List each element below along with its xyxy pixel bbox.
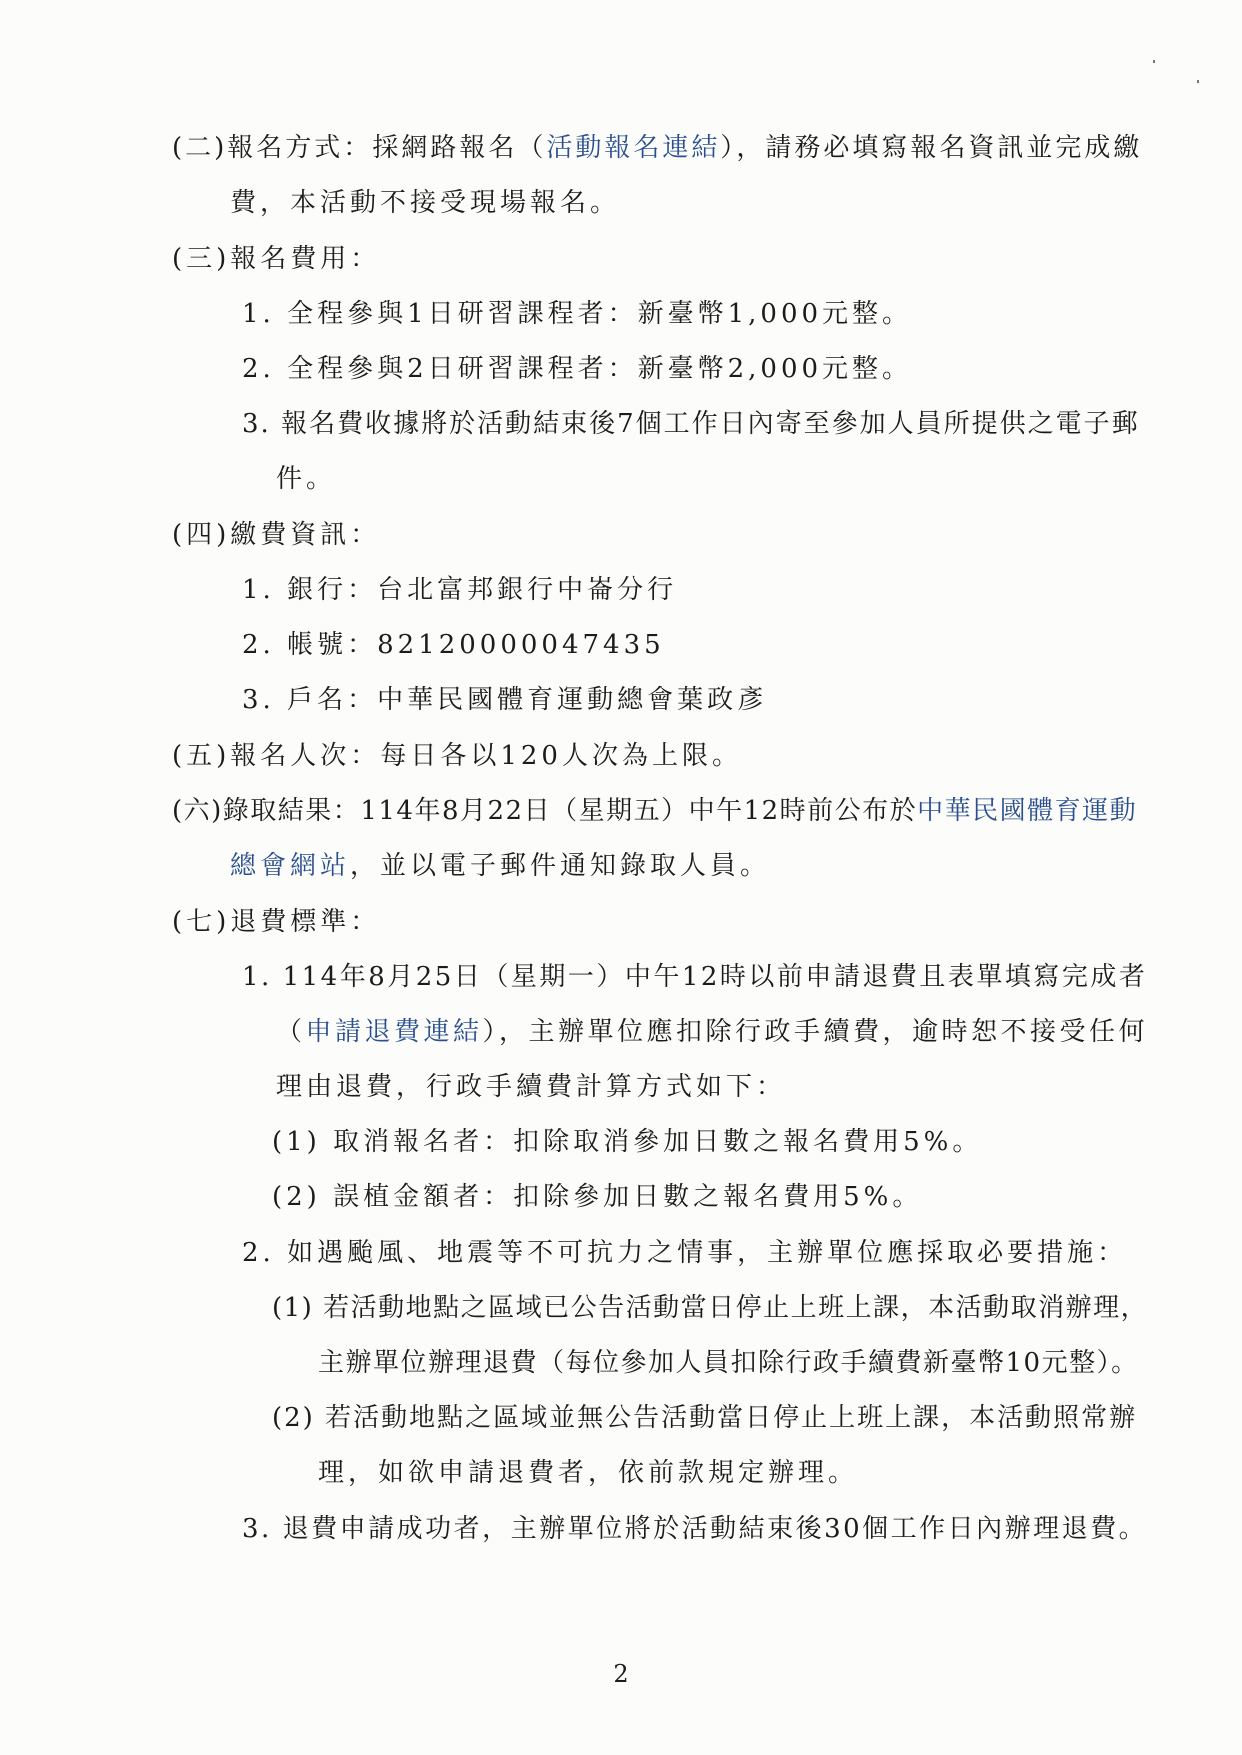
refund-request-link[interactable]: 申請退費連結	[305, 1017, 483, 1047]
refund-item-1-line-3: 理由退費，行政手續費計算方式如下：	[276, 1072, 787, 1102]
refund-item-1-line-2: （申請退費連結），主辦單位應扣除行政手續費，逾時恕不接受任何	[276, 1017, 1149, 1047]
section-2-line-2: 費，本活動不接受現場報名。	[230, 188, 621, 218]
payment-account-name: 3. 戶名：中華民國體育運動總會葉政彥	[242, 685, 768, 715]
scan-speck	[1153, 60, 1155, 63]
association-website-link-cont[interactable]: 總會網站	[230, 851, 351, 881]
event-registration-link[interactable]: 活動報名連結	[546, 133, 721, 163]
refund-sub-1: (1) 取消報名者：扣除取消參加日數之報名費用5%。	[272, 1127, 983, 1157]
force-majeure-sub-2-line-2: 理，如欲申請退費者，依前款規定辦理。	[318, 1458, 859, 1488]
force-majeure-sub-2-line-1: (2) 若活動地點之區域並無公告活動當日停止上班上課，本活動照常辦	[272, 1403, 1138, 1433]
page-number: 2	[613, 1660, 629, 1688]
force-majeure-sub-1-line-1: (1) 若活動地點之區域已公告活動當日停止上班上課，本活動取消辦理，	[272, 1293, 1149, 1323]
fee-item-2: 2. 全程參與2日研習課程者：新臺幣2,000元整。	[242, 354, 913, 384]
fee-item-3-cont: 件。	[276, 464, 337, 494]
association-website-link[interactable]: 中華民國體育運動	[917, 796, 1138, 826]
force-majeure-sub-1-line-2: 主辦單位辦理退費（每位參加人員扣除行政手續費新臺幣10元整）。	[318, 1348, 1139, 1378]
section-2-title: 報名方式：	[227, 133, 373, 163]
section-2-marker: (二)	[172, 133, 228, 163]
section-3-heading: (三)報名費用：	[172, 244, 381, 274]
section-6-line-2: 總會網站，並以電子郵件通知錄取人員。	[230, 851, 771, 881]
fee-item-3: 3. 報名費收據將於活動結束後7個工作日內寄至參加人員所提供之電子郵	[242, 409, 1140, 439]
section-4-heading: (四)繳費資訊：	[172, 520, 381, 550]
scan-speck	[1197, 80, 1199, 83]
section-5-line: (五)報名人次：每日各以120人次為上限。	[172, 741, 742, 771]
fee-item-1: 1. 全程參與1日研習課程者：新臺幣1,000元整。	[242, 299, 913, 329]
section-2-line-1: (二)報名方式：採網路報名（活動報名連結），請務必填寫報名資訊並完成繳	[172, 133, 1143, 163]
payment-bank: 1. 銀行：台北富邦銀行中崙分行	[242, 575, 678, 605]
section-7-heading: (七)退費標準：	[172, 907, 381, 937]
refund-item-1-line-1: 1. 114年8月25日（星期一）中午12時以前申請退費且表單填寫完成者	[242, 962, 1148, 992]
payment-account: 2. 帳號：82120000047435	[242, 630, 665, 660]
section-6-line-1: (六)錄取結果：114年8月22日（星期五）中午12時前公布於中華民國體育運動	[172, 796, 1138, 826]
refund-item-3: 3. 退費申請成功者，主辦單位將於活動結束後30個工作日內辦理退費。	[242, 1514, 1148, 1544]
refund-item-2: 2. 如遇颱風、地震等不可抗力之情事，主辦單位應採取必要措施：	[242, 1238, 1128, 1268]
refund-sub-2: (2) 誤植金額者：扣除參加日數之報名費用5%。	[272, 1182, 923, 1212]
